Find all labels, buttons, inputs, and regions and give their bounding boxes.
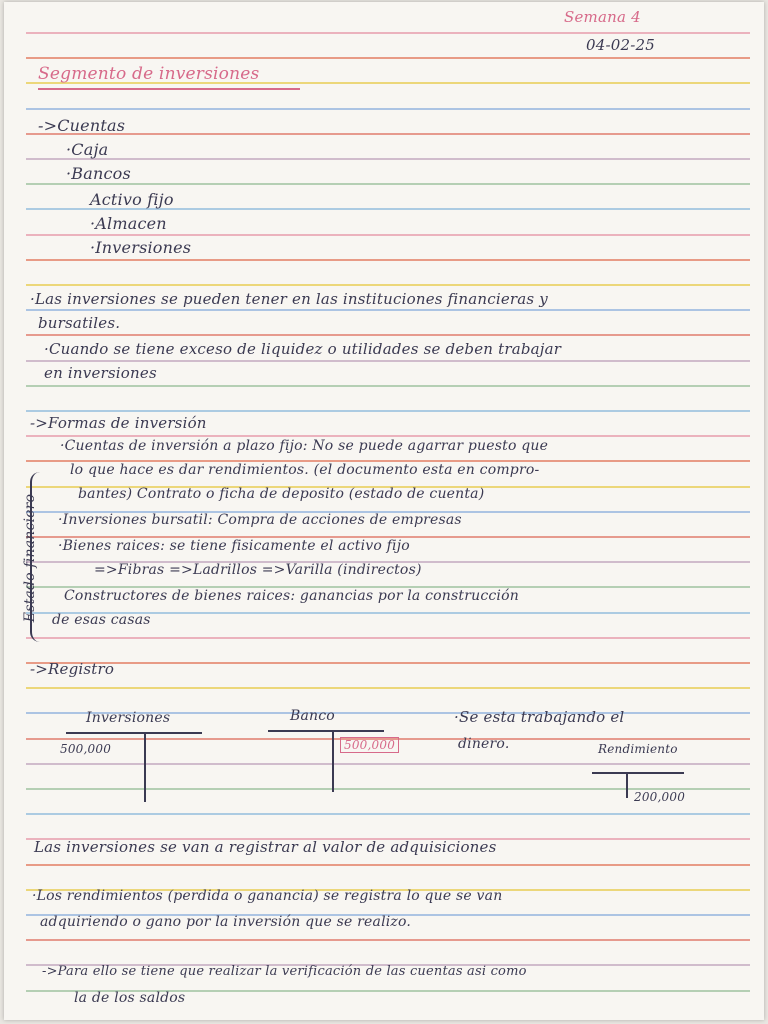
note-line: ·Cuando se tiene exceso de liquidez o utilidades se deben trabajar — [44, 340, 562, 358]
t-account-rendimiento-title: Rendimiento — [598, 742, 678, 756]
ruled-line — [26, 662, 750, 664]
note-line: Las inversiones se van a registrar al valor de adquisiciones — [34, 838, 497, 856]
t-account-banco-value: 500,000 — [340, 738, 399, 752]
ruled-line — [26, 259, 750, 261]
ruled-line — [26, 360, 750, 362]
note-line: ->Para ello se tiene que realizar la verificación de las cuentas asi como — [42, 964, 527, 979]
cuenta-item: ·Bancos — [66, 164, 131, 183]
cuenta-item: Activo fijo — [90, 190, 174, 209]
ruled-line — [26, 32, 750, 34]
note-line: ·Los rendimientos (perdida o ganancia) se registra lo que se van — [32, 888, 503, 904]
formas-line: ·Cuentas de inversión a plazo fijo: No se puede agarrar puesto que — [60, 438, 549, 454]
cuenta-item: ·Inversiones — [90, 238, 192, 257]
ruled-line — [26, 410, 750, 412]
formas-line: bantes) Contrato o ficha de deposito (estado de cuenta) — [78, 486, 485, 502]
side-label: Estado financiero — [22, 493, 39, 623]
formas-line: de esas casas — [52, 612, 151, 628]
title-underline — [38, 88, 300, 90]
t-account-top — [66, 732, 202, 734]
ruled-line — [26, 133, 750, 135]
t-account-stem — [626, 772, 628, 798]
t-account-inversiones-title: Inversiones — [86, 710, 171, 726]
cuentas-heading: ->Cuentas — [38, 116, 126, 135]
ruled-line — [26, 864, 750, 866]
note-line: ·Las inversiones se pueden tener en las instituciones financieras y — [30, 290, 548, 308]
note-line: adquiriendo o gano por la inversión que se realizo. — [40, 914, 412, 930]
week-label: Semana 4 — [564, 8, 641, 26]
cuenta-item: ·Caja — [66, 140, 109, 159]
ruled-line — [26, 57, 750, 59]
ruled-line — [26, 309, 750, 311]
ruled-line — [26, 334, 750, 336]
ruled-line — [26, 108, 750, 110]
registro-note: ·Se esta trabajando el — [454, 708, 625, 726]
t-account-top — [268, 730, 384, 732]
note-line: la de los saldos — [74, 990, 186, 1006]
t-account-banco-title: Banco — [290, 708, 335, 724]
cuenta-item: ·Almacen — [90, 214, 167, 233]
t-account-top — [592, 772, 684, 774]
ruled-line — [26, 234, 750, 236]
notebook-page — [4, 2, 764, 1020]
ruled-line — [26, 763, 750, 765]
ruled-line — [26, 158, 750, 160]
formas-line: ·Bienes raices: se tiene fisicamente el activo fijo — [58, 538, 410, 554]
formas-line: lo que hace es dar rendimientos. (el documento esta en compro- — [70, 462, 540, 478]
t-account-stem — [144, 732, 146, 802]
registro-note: dinero. — [458, 736, 510, 752]
note-line: bursatiles. — [38, 314, 121, 332]
ruled-line — [26, 687, 750, 689]
ruled-line — [26, 813, 750, 815]
formas-heading: ->Formas de inversión — [30, 414, 207, 432]
t-account-stem — [332, 730, 334, 792]
ruled-line — [26, 183, 750, 185]
ruled-line — [26, 939, 750, 941]
ruled-line — [26, 435, 750, 437]
page-title: Segmento de inversiones — [38, 64, 260, 84]
ruled-line — [26, 385, 750, 387]
date-label: 04-02-25 — [586, 36, 655, 54]
formas-line: ·Inversiones bursatil: Compra de acciones de empresas — [58, 512, 462, 528]
formas-line: =>Fibras =>Ladrillos =>Varilla (indirectos) — [94, 562, 422, 578]
t-account-inversiones-value: 500,000 — [60, 742, 112, 756]
registro-heading: ->Registro — [30, 660, 115, 678]
ruled-line — [26, 637, 750, 639]
note-line: en inversiones — [44, 364, 157, 382]
ruled-line — [26, 284, 750, 286]
t-account-rendimiento-value: 200,000 — [634, 790, 686, 804]
formas-line: Constructores de bienes raices: ganancias por la construcción — [64, 588, 519, 604]
